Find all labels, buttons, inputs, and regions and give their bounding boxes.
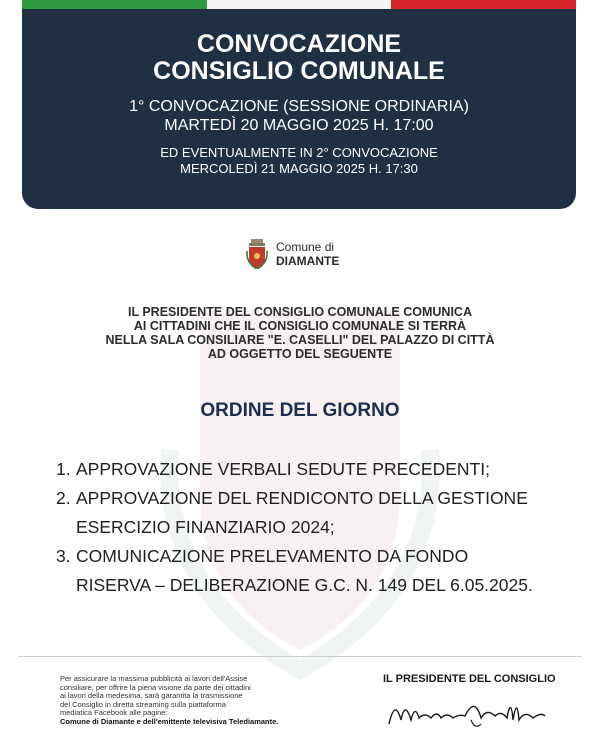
agenda-item-number: 2. [56,488,71,508]
italian-flag-stripe [22,0,576,9]
first-convocation-line1: 1° CONVOCAZIONE (SESSIONE ORDINARIA) [129,98,469,115]
flag-green [22,0,207,9]
logo-line2: DIAMANTE [276,254,340,268]
agenda-item [56,484,556,542]
logo-line1: Comune di [276,240,335,254]
announcement-line: AD OGGETTO DEL SEGUENTE [207,347,393,361]
announcement [0,305,600,361]
second-convocation-line1: ED EVENTUALMENTE IN 2° CONVOCAZIONE [160,145,438,160]
crest-icon [246,239,268,269]
notice-line: del Consiglio in diretta streaming sulla piattaforma [60,699,226,709]
flag-white [207,0,392,9]
announcement-line: NELLA SALA CONSILIARE "E. CASELLI" DEL PALAZZO DI CITTÀ [105,333,495,347]
signature-icon [385,690,565,732]
streaming-notice [60,675,310,726]
second-convocation-date: MERCOLEDÌ 21 MAGGIO 2025 H. 17:30 [180,161,418,176]
agenda-title: ORDINE DEL GIORNO [200,400,400,421]
footer-divider [18,656,582,657]
notice-line: mediatica Facebook alle pagine: [60,708,168,717]
agenda-item-text: RISERVA – DELIBERAZIONE G.C. N. 149 DEL 6.05.2025. [76,575,533,595]
header-title [22,31,576,85]
agenda-item-text: ESERCIZIO FINANZIARIO 2024; [76,517,335,537]
title-line1: CONVOCAZIONE [196,30,402,58]
agenda-item-text: APPROVAZIONE VERBALI SEDUTE PRECEDENTI; [76,459,490,479]
agenda-item [56,455,556,484]
notice-line: Per assicurare la massima pubblicità ai lavori dell'Assise [60,674,248,683]
second-convocation [22,145,576,177]
agenda-item-text: APPROVAZIONE DEL RENDICONTO DELLA GESTIONE [76,488,528,508]
title-line2: CONSIGLIO COMUNALE [153,57,445,85]
flag-red [391,0,576,9]
notice-channels: Comune di Diamante e dell'emittente televisiva Telediamante. [60,716,279,726]
president-label: IL PRESIDENTE DEL CONSIGLIO [383,673,556,685]
agenda-item-text: COMUNICAZIONE PRELEVAMENTO DA FONDO [76,546,469,566]
agenda-item-number: 1. [56,459,71,479]
first-convocation [22,97,576,135]
announcement-line: IL PRESIDENTE DEL CONSIGLIO COMUNALE COMUNICA [127,305,472,319]
comune-logo [246,239,339,269]
header-banner [22,9,576,209]
agenda-list [56,455,556,600]
agenda-item-number: 3. [56,546,71,566]
announcement-line: AI CITTADINI CHE IL CONSIGLIO COMUNALE SI TERRÀ [133,319,467,333]
notice-line: consiliare, per offrire la piena visione da parte dei cittadini [60,682,251,692]
notice-line: ai lavori della medesima, sarà garantita la trasmissione [60,691,243,700]
first-convocation-date: MARTEDÌ 20 MAGGIO 2025 H. 17:00 [164,117,434,134]
agenda-item [56,542,556,600]
